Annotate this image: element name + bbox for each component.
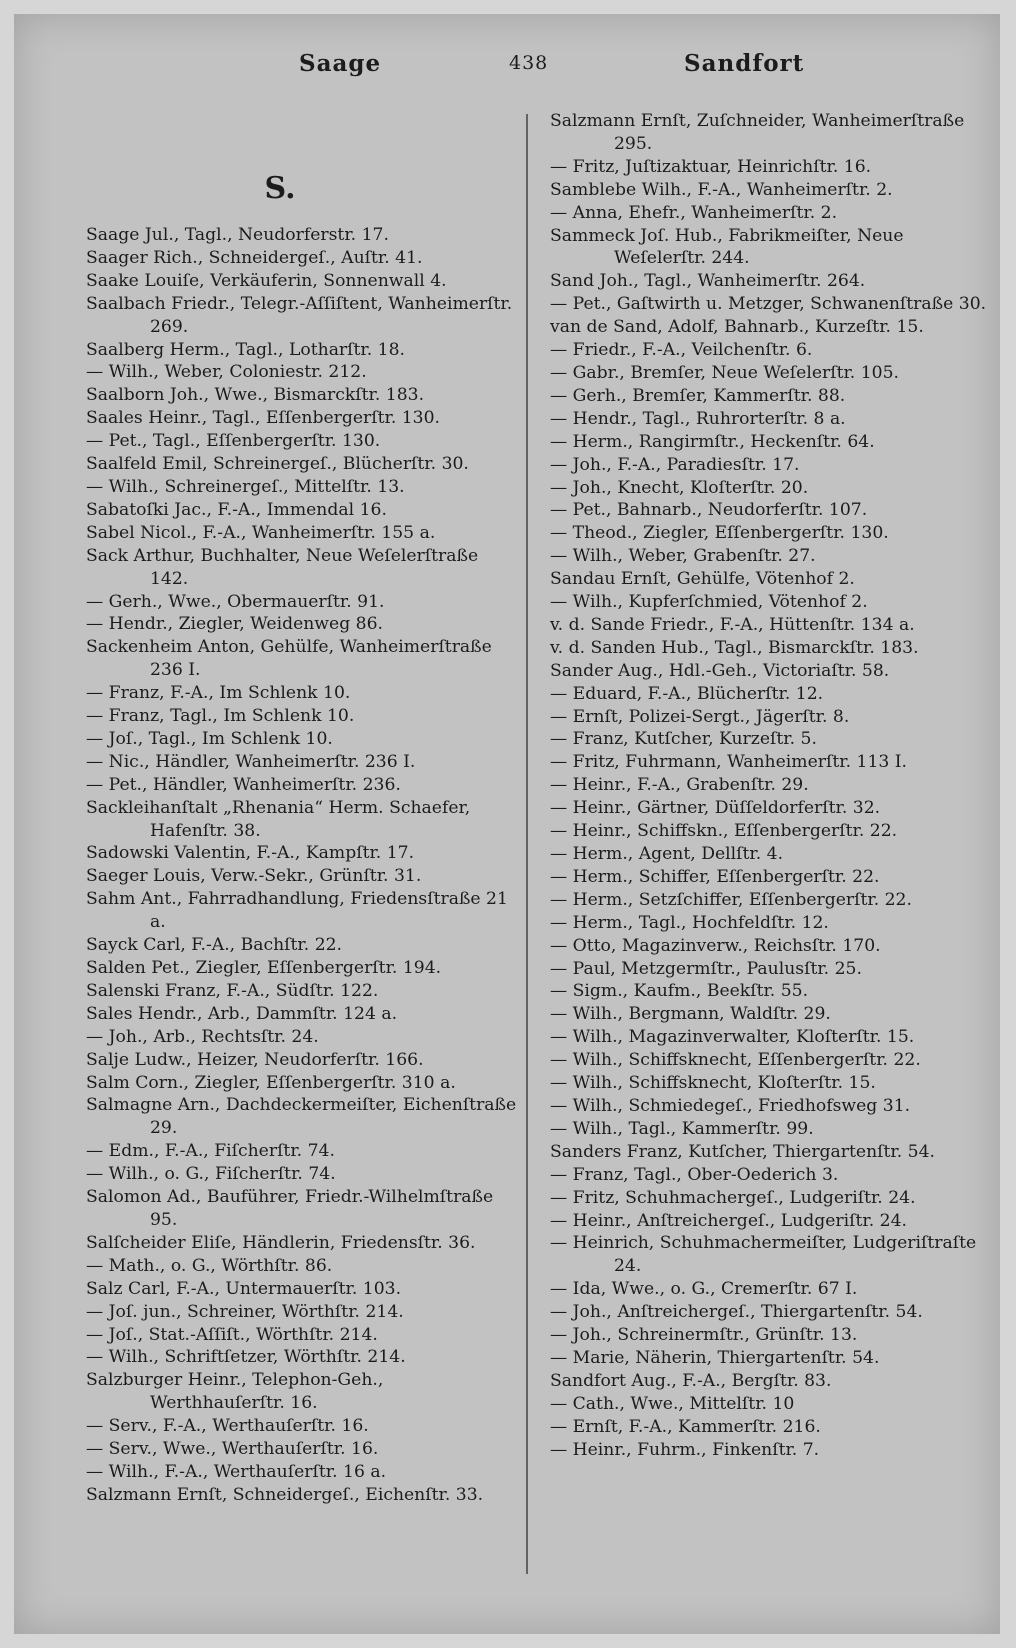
directory-entry: — Wilh., Magazinverwalter, Kloſterſtr. 15. [550,1027,915,1048]
directory-entry: — Pet., Gaſtwirth u. Metzger, Schwanenſtraße 30. [550,294,987,315]
directory-entry: — Herm., Agent, Dellſtr. 4. [550,844,784,864]
directory-entry: — Ernſt, Polizei-Sergt., Jägerſtr. 8. [550,706,850,727]
directory-entry: — Wilh., Schiffsknecht, Kloſterſtr. 15. [550,1073,876,1094]
directory-entry: Sanders Franz, Kutſcher, Thiergartenſtr. 54. [550,1141,936,1162]
directory-entry: Saager Rich., Schneidergeſ., Auſtr. 41. [86,247,423,268]
directory-entry: — Herm., Rangirmſtr., Heckenſtr. 64. [550,431,875,452]
directory-entry: Salz Carl, F.-A., Untermauerſtr. 103. [86,1278,402,1299]
directory-entry: Sahm Ant., Fahrradhandlung, Friedensſtraße 21 a. [86,889,514,933]
directory-entry: Sadowski Valentin, F.-A., Kampſtr. 17. [86,843,415,864]
page-number: 438 [509,52,549,74]
directory-entry: — Edm., F.-A., Fiſcherſtr. 74. [86,1141,335,1162]
directory-entry: — Heinr., Anſtreichergeſ., Ludgeriſtr. 24. [550,1210,907,1231]
directory-entry: — Joh., F.-A., Paradiesſtr. 17. [550,454,800,475]
directory-entry: Sabel Nicol., F.-A., Wanheimerſtr. 155 a. [86,522,436,543]
directory-entry: — Joſ., Tagl., Im Schlenk 10. [86,728,333,749]
directory-entry: Salzburger Heinr., Telephon-Geh., Werthhauſerſtr. 16. [86,1370,389,1414]
directory-entry: Saales Heinr., Tagl., Eſſenbergerſtr. 130. [86,408,441,429]
directory-entry: Salje Ludw., Heizer, Neudorferſtr. 166. [86,1049,424,1070]
directory-entry: — Franz, Tagl., Im Schlenk 10. [86,706,355,727]
directory-entry: v. d. Sanden Hub., Tagl., Bismarckſtr. 183. [550,637,919,658]
section-letter: S. [264,171,296,206]
directory-entry: — Joh., Schreinermſtr., Grünſtr. 13. [550,1325,858,1346]
directory-entry: — Heinrich, Schuhmachermeiſter, Ludgeriſtraſte 24. [550,1233,982,1277]
directory-entry: Saalbach Friedr., Telegr.-Aſſiſtent, Wanheimerſtr. 269. [86,293,518,337]
directory-entry: — Joh., Arb., Rechtsſtr. 24. [86,1026,319,1047]
directory-entry: — Heinr., Gärtner, Düſſeldorferſtr. 32. [550,798,881,819]
directory-entry: — Wilh., Schiffsknecht, Eſſenbergerſtr. 22. [550,1050,921,1071]
directory-entry: Samblebe Wilh., F.-A., Wanheimerſtr. 2. [550,179,893,200]
directory-entry: Sackleihanſtalt „Rhenania“ Herm. Schaefer, Hafenſtr. 38. [86,797,476,841]
directory-entry: — Fritz, Schuhmachergeſ., Ludgeriſtr. 24. [550,1187,916,1208]
directory-entry: Sammeck Joſ. Hub., Fabrikmeiſter, Neue Weſelerſtr. 244. [550,225,909,269]
directory-entry: — Hendr., Ziegler, Weidenweg 86. [86,614,383,635]
header-last-entry: Sandfort [684,50,805,77]
directory-page [14,14,1000,1634]
directory-entry: — Herm., Tagl., Hochfeldſtr. 12. [550,912,829,933]
directory-entry: — Wilh., Schreinergeſ., Mittelſtr. 13. [86,476,405,497]
directory-entry: — Heinr., Fuhrm., Finkenſtr. 7. [550,1439,820,1460]
directory-entry: Sandau Ernſt, Gehülfe, Vötenhof 2. [550,569,855,590]
directory-entry: Sayck Carl, F.-A., Bachſtr. 22. [86,935,343,956]
directory-entry: — Ernſt, F.-A., Kammerſtr. 216. [550,1416,821,1437]
directory-entry: — Math., o. G., Wörthſtr. 86. [86,1255,333,1276]
directory-entry: — Joſ. jun., Schreiner, Wörthſtr. 214. [86,1301,404,1322]
directory-entry: — Wilh., Schriftſetzer, Wörthſtr. 214. [86,1347,406,1368]
directory-entry: Saage Jul., Tagl., Neudorferstr. 17. [86,225,389,245]
directory-entry: Salden Pet., Ziegler, Eſſenbergerſtr. 194. [86,958,442,978]
directory-entry: — Pet., Tagl., Eſſenbergerſtr. 130. [86,431,381,452]
directory-entry: Sack Arthur, Buchhalter, Neue Weſelerſtraße 142. [86,545,484,589]
directory-entry: — Sigm., Kaufm., Beekſtr. 55. [550,981,809,1002]
directory-entry: — Pet., Bahnarb., Neudorferſtr. 107. [550,500,868,521]
directory-entry: Sackenheim Anton, Gehülfe, Wanheimerſtraße 236 I. [86,637,498,681]
directory-entry: Sales Hendr., Arb., Dammſtr. 124 a. [86,1003,398,1024]
right-column [550,110,988,1461]
directory-entry: — Gerh., Bremſer, Kammerſtr. 88. [550,385,846,406]
directory-entry: Sander Aug., Hdl.-Geh., Victoriaſtr. 58. [550,660,890,681]
directory-entry: — Eduard, F.-A., Blücherſtr. 12. [550,683,824,704]
directory-entry: Sabatoſki Jac., F.-A., Immendal 16. [86,499,387,520]
directory-entry: — Joh., Knecht, Kloſterſtr. 20. [550,477,809,498]
header-first-entry: Saage [299,50,382,77]
directory-entry: — Anna, Ehefr., Wanheimerſtr. 2. [550,202,838,223]
directory-entry: — Otto, Magazinverw., Reichsſtr. 170. [550,935,881,956]
directory-entry: Saake Louiſe, Verkäuferin, Sonnenwall 4. [86,270,447,291]
directory-entry: — Fritz, Juſtizaktuar, Heinrichſtr. 16. [550,156,872,177]
directory-entry: Salomon Ad., Bauführer, Friedr.-Wilhelmſtraße 95. [86,1187,499,1230]
directory-entry: — Wilh., Weber, Coloniestr. 212. [86,362,367,383]
directory-entry: — Wilh., F.-A., Werthauſerſtr. 16 a. [86,1461,387,1482]
directory-entry: — Paul, Metzgermſtr., Paulusſtr. 25. [550,958,862,979]
directory-entry: Saeger Louis, Verw.-Sekr., Grünſtr. 31. [86,866,422,887]
directory-entry: v. d. Sande Friedr., F.-A., Hüttenſtr. 134 a. [550,614,915,635]
directory-entry: — Wilh., Weber, Grabenſtr. 27. [550,546,816,567]
directory-entry: — Gerh., Wwe., Obermauerſtr. 91. [86,591,385,612]
directory-entry: — Herm., Schiffer, Eſſenbergerſtr. 22. [550,866,880,887]
directory-entry: Saalfeld Emil, Schreinergeſ., Blücherſtr. 30. [86,454,469,475]
directory-entry: — Gabr., Bremſer, Neue Weſelerſtr. 105. [550,362,900,383]
column-divider [526,114,528,1574]
directory-entry: — Theod., Ziegler, Eſſenbergerſtr. 130. [550,523,889,544]
directory-entry: — Wilh., Kupferſchmied, Vötenhof 2. [550,592,868,613]
directory-entry: — Wilh., o. G., Fiſcherſtr. 74. [86,1164,336,1185]
directory-entry: — Franz, Kutſcher, Kurzeſtr. 5. [550,729,817,750]
directory-entry: — Joſ., Stat.-Aſſiſt., Wörthſtr. 214. [86,1324,378,1345]
directory-entry: — Franz, F.-A., Im Schlenk 10. [86,683,351,704]
directory-entry: — Serv., F.-A., Werthauſerſtr. 16. [86,1416,369,1437]
directory-entry: — Cath., Wwe., Mittelſtr. 10 [550,1393,795,1414]
directory-entry: van de Sand, Adolf, Bahnarb., Kurzeſtr. 15. [550,317,924,338]
directory-entry: Saalberg Herm., Tagl., Lotharſtr. 18. [86,339,406,360]
directory-entry: — Serv., Wwe., Werthauſerſtr. 16. [86,1439,379,1460]
left-column [86,110,522,1507]
directory-entry: — Ida, Wwe., o. G., Cremerſtr. 67 I. [550,1279,858,1300]
directory-entry: — Pet., Händler, Wanheimerſtr. 236. [86,774,401,795]
directory-entry: — Franz, Tagl., Ober-Oederich 3. [550,1164,839,1185]
directory-entry: Salzmann Ernſt, Schneidergeſ., Eichenſtr. 33. [86,1484,484,1505]
directory-entry: — Hendr., Tagl., Ruhrorterſtr. 8 a. [550,408,846,429]
directory-entry: — Nic., Händler, Wanheimerſtr. 236 I. [86,751,416,772]
directory-entry: Salmagne Arn., Dachdeckermeiſter, Eichenſtraße 29. [86,1095,522,1139]
page-header [14,50,1000,90]
directory-entry: Salm Corn., Ziegler, Eſſenbergerſtr. 310 a. [86,1072,456,1093]
directory-entry: Saalborn Joh., Wwe., Bismarckſtr. 183. [86,385,425,406]
directory-entry: — Wilh., Tagl., Kammerſtr. 99. [550,1118,814,1139]
directory-entry: — Heinr., F.-A., Grabenſtr. 29. [550,775,809,796]
directory-entry: — Joh., Anſtreichergeſ., Thiergartenſtr. 54. [550,1302,923,1323]
directory-entry: Sand Joh., Tagl., Wanheimerſtr. 264. [550,271,866,292]
directory-entry: — Wilh., Schmiedegeſ., Friedhofsweg 31. [550,1095,911,1116]
directory-entry: Salzmann Ernſt, Zuſchneider, Wanheimerſtraße 295. [550,111,970,154]
directory-entry: — Heinr., Schiffskn., Eſſenbergerſtr. 22. [550,821,898,842]
directory-entry: — Herm., Setzſchiffer, Eſſenbergerſtr. 22. [550,889,912,910]
directory-entry: — Fritz, Fuhrmann, Wanheimerſtr. 113 I. [550,752,908,773]
directory-entry: Salenski Franz, F.-A., Südſtr. 122. [86,980,379,1001]
directory-entry: Salſcheider Eliſe, Händlerin, Friedensſtr. 36. [86,1232,476,1253]
directory-entry: — Friedr., F.-A., Veilchenſtr. 6. [550,340,813,361]
directory-entry: Sandfort Aug., F.-A., Bergſtr. 83. [550,1370,832,1391]
directory-entry: — Wilh., Bergmann, Waldſtr. 29. [550,1004,831,1025]
directory-entry: — Marie, Näherin, Thiergartenſtr. 54. [550,1347,880,1368]
